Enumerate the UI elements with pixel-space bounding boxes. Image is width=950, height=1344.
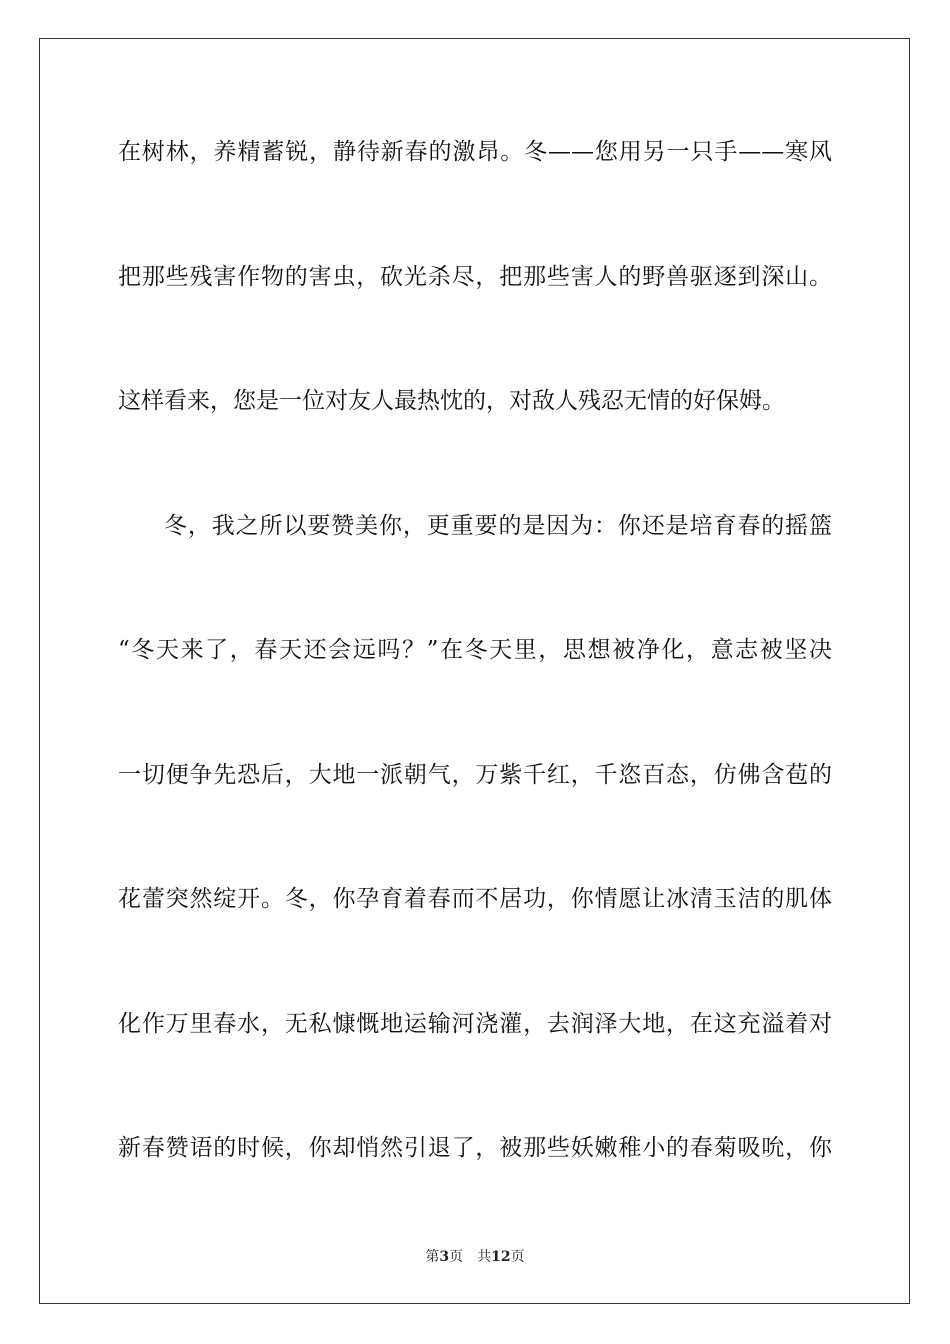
text-line-5: “冬天来了，春天还会远吗？”在冬天里，思想被净化，意志被坚决 <box>118 637 832 663</box>
text-line-2: 把那些残害作物的害虫，砍光杀尽，把那些害人的野兽驱逐到深山。 <box>118 264 832 290</box>
text-line-9: 新春赞语的时候，你却悄然引退了，被那些妖嫩稚小的春菊吸吮，你 <box>118 1135 832 1161</box>
total-prefix: 共 <box>477 1249 492 1265</box>
text-line-3: 这样看来，您是一位对友人最热忱的，对敌人残忍无情的好保姆。 <box>118 388 785 414</box>
text-line-4: 冬，我之所以要赞美你，更重要的是因为：你还是培育春的摇篮 <box>164 513 832 539</box>
text-line-8: 化作万里春水，无私慷慨地运输河浇灌，去润泽大地，在这充溢着对 <box>118 1011 832 1037</box>
page-footer <box>0 1248 950 1266</box>
page-suffix: 页 <box>449 1249 464 1265</box>
page-number: 3 <box>439 1249 450 1265</box>
page-prefix: 第 <box>425 1249 440 1265</box>
text-line-1: 在树林，养精蓄锐，静待新春的激昂。冬——您用另一只手——寒风 <box>118 139 832 165</box>
total-suffix: 页 <box>510 1249 525 1265</box>
text-line-6: 一切便争先恐后，大地一派朝气，万紫千红，千恣百态，仿佛含苞的 <box>118 762 832 788</box>
page-border <box>39 38 910 1304</box>
total-pages: 12 <box>491 1249 511 1265</box>
text-line-7: 花蕾突然绽开。冬，你孕育着春而不居功，你情愿让冰清玉洁的肌体 <box>118 886 832 912</box>
